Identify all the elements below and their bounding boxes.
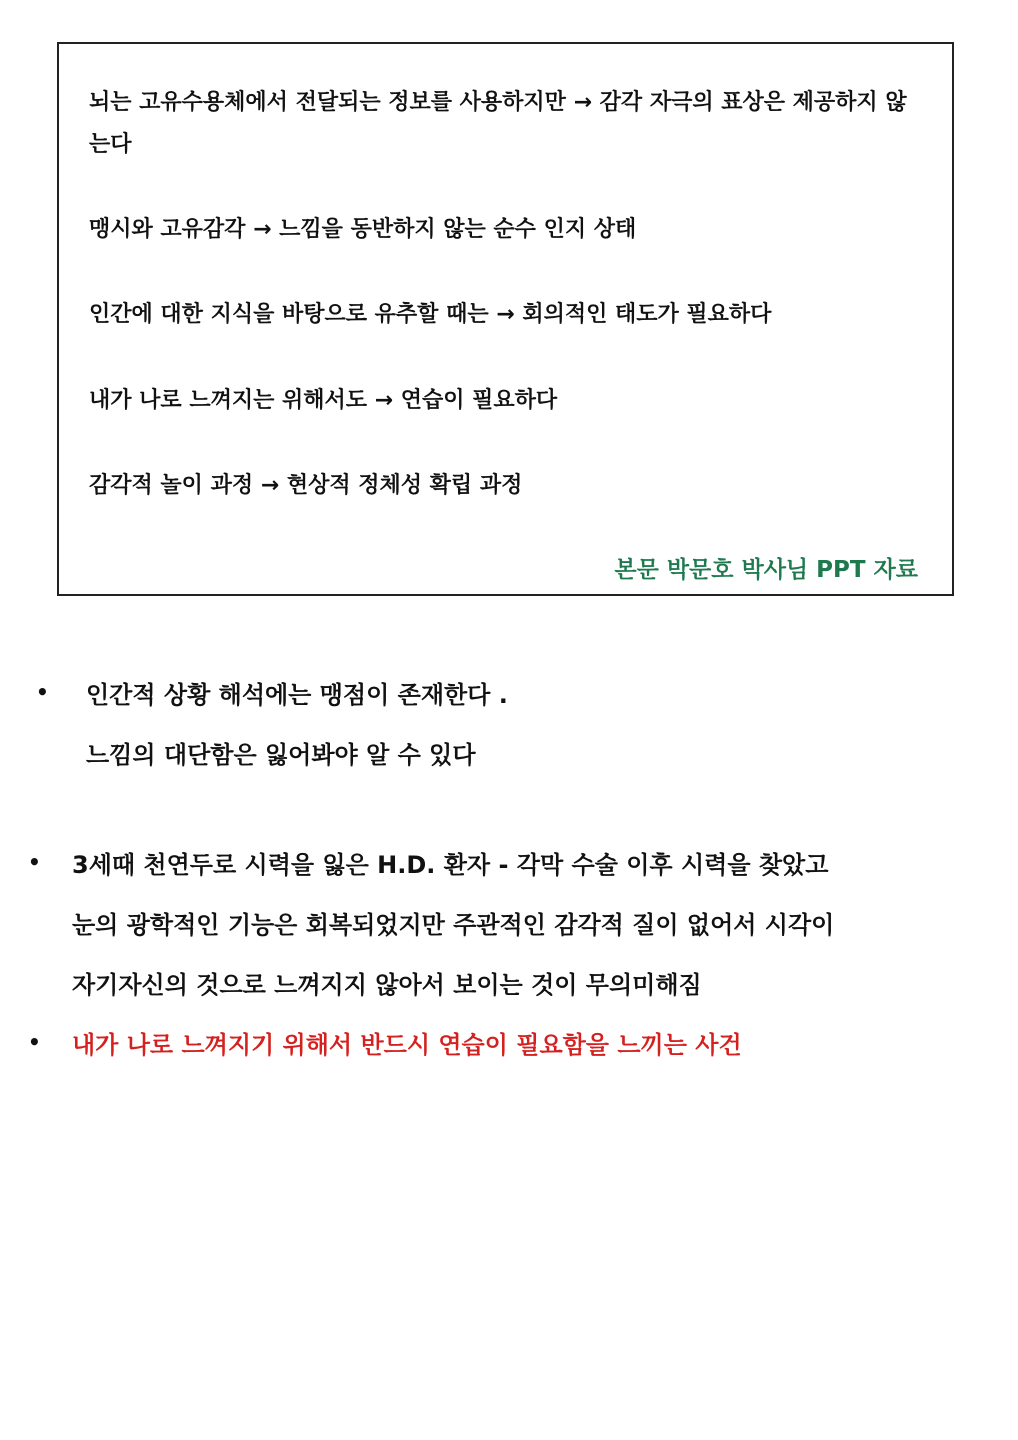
slide-line-2: 맹시와 고유감각 → 느낌을 동반하지 않는 순수 인지 상태 — [89, 217, 637, 242]
bullet-2-line-3: 자기자신의 것으로 느껴지지 않아서 보이는 것이 무의미해짐 — [72, 971, 702, 999]
slide-source-credit: 본문 박문호 박사님 PPT 자료 — [614, 557, 918, 583]
bullet-2-line-1: 3세때 천연두로 시력을 잃은 H.D. 환자 - 각막 수술 이후 시력을 찾았고 — [72, 851, 829, 879]
slide-line-5: 감각적 놀이 과정 → 현상적 정체성 확립 과정 — [89, 473, 523, 498]
bullet-1-line-1: 인간적 상황 해석에는 맹점이 존재한다 . — [86, 681, 508, 709]
bullet-marker-3: • — [28, 1030, 41, 1054]
bullet-marker-2: • — [28, 850, 41, 874]
slide-line-3: 인간에 대한 지식을 바탕으로 유추할 때는 → 회의적인 태도가 필요하다 — [89, 302, 772, 327]
slide-line-4: 내가 나로 느껴지는 위해서도 → 연습이 필요하다 — [89, 388, 558, 413]
ppt-slide-excerpt — [57, 42, 954, 596]
bullet-2-line-2: 눈의 광학적인 기능은 회복되었지만 주관적인 감각적 질이 없어서 시각이 — [72, 911, 835, 939]
bullet-3-highlight: 내가 나로 느껴지기 위해서 반드시 연습이 필요함을 느끼는 사건 — [72, 1031, 742, 1059]
slide-line-1: 뇌는 고유수용체에서 전달되는 정보를 사용하지만 → 감각 자극의 표상은 제공하지 않는다 — [89, 90, 907, 157]
bullet-marker-1: • — [36, 680, 49, 704]
bullet-1-line-2: 느낌의 대단함은 잃어봐야 알 수 있다 — [86, 741, 476, 769]
